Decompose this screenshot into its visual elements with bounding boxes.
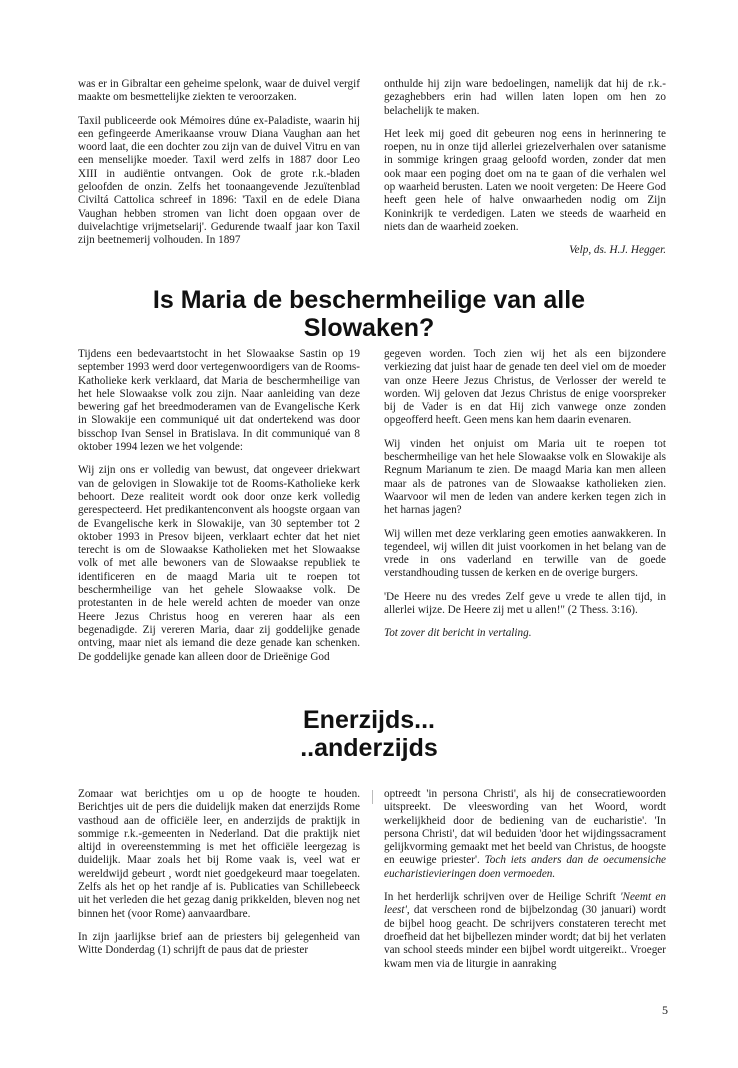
- article1-signature: Velp, ds. H.J. Hegger.: [569, 244, 666, 257]
- article3-left-column: [78, 788, 360, 958]
- article1-right-column: [384, 78, 666, 258]
- article2-right-column: [384, 348, 666, 641]
- article1-left-paragraph-2: Taxil publiceerde ook Mémoires dúne ex-Paladiste, waarin hij een gefingeerde Amerikaanse vrouw Diana Vaughan aan het woord laat, die een dochter zou zijn van de duivel Vitru en van een menselijke moeder. Taxil werd zelfs in 1887 door Leo XIII in audiëntie ontvangen. Ook de grote r.k.-bladen geloofden de onzin. Zelfs het toonaangevende Jezuïtenblad Civiltá Cattolica schreef in 1896: 'Taxil en de edele Diana Vaughan hebben stromen van licht doen opgaan over de duivelachtige vrijmetselarij'. Gedurende twaalf jaar kon Taxil zijn beetnemerij volhouden. In 1897: [78, 114, 360, 247]
- margin-mark: [372, 790, 373, 804]
- article1-right-paragraph-2: Het leek mij goed dit gebeuren nog eens in herinnering te roepen, nu in onze tijd allerlei griezelverhalen over satanisme in sommige kringen graag geloofd worden, zonder dat men ook maar een poging doet om na te gaan of die verhalen wel op waarheid berusten. Laten we nooit vergeten: De Heere God heeft geen hele of halve onwaarheden nodig om Zijn Koninkrijk te verdedigen. Laten we steeds de waarheid en niets dan de waarheid zoeken.: [384, 127, 666, 233]
- article2-closing-note: Tot zover dit bericht in vertaling.: [384, 627, 532, 640]
- article3-left-paragraph-1: Zomaar wat berichtjes om u op de hoogte te houden. Berichtjes uit de pers die duidelijk maken dat enerzijds Rome vasthoud aan de officiële leer, en anderzijds de praktijk in sommige r.k.-gemeenten in Nederland. Dat die praktijk niet altijd in overeenstemming is met het officiële leergezag is duidelijk. Maar zoals het bij Rome vaak is, veel wat er wereldwijd gebeurt , wordt niet goedgekeurd maar toegelaten. Zelfs als het op het randje af is. Publicaties van Schillebeeck uit het verleden die het gezag danig prikkelden, bleven nog net binnen het (voor Rome) aanvaardbare.: [78, 788, 360, 920]
- article3-headline-line-2: ..anderzijds: [300, 734, 438, 762]
- article2-right-paragraph-3: Wij willen met deze verklaring geen emoties aanwakkeren. In tegendeel, wij willen dit juist voorkomen in het belang van de vrede in ons vaderland en terwille van de goede verstandhouding tussen de kerken en de overige burgers.: [384, 527, 666, 580]
- article1-left-paragraph-1: was er in Gibraltar een geheime spelonk, waar de duivel vergif maakte om besmettelijke ziekten te veroorzaken.: [78, 78, 360, 104]
- article3-right-p2-text-b: , dat verscheen rond de bijbelzondag (30 januari) wordt de bijbel hoog geacht. De schrijvers constateren terecht met droefheid dat het bijbellezen minder wordt; dat bij het verlaten van school steeds minder een bijbel wordt uitgereikt.. Vroeger kwam men via de liturgie in aanraking: [384, 904, 666, 970]
- article2-headline-line-1: Is Maria de beschermheilige van alle: [152, 286, 586, 314]
- article2-headline-line-2: Slowaken?: [303, 314, 435, 342]
- article3-headline-line-1: Enerzijds...: [303, 706, 435, 734]
- article2-right-paragraph-1: gegeven worden. Toch zien wij het als een bijzondere verkiezing dat juist haar de genade ten deel viel om de moeder van onze Heere Jezus Christus, de Verlosser der wereld te worden. Wij geloven dat Jezus Christus de enige voorspreker bij de Vader is en dat Hij zich vanwege onze zonden opgeofferd heeft. Geen mens kan hem daarin evenaren.: [384, 348, 666, 427]
- article1-left-column: [78, 78, 360, 248]
- article2-left-paragraph-1: Tijdens een bedevaartstocht in het Slowaakse Sastin op 19 september 1993 werd door vertegenwoordigers van de Rooms-Katholieke kerk verklaard, dat Maria de beschermheilige van het hele Slowaakse volk zou zijn. Naar aanleiding van deze bewering gaf het breedmoderamen van de Evangelische Kerk in Slowakije een communiqué uit dat ondertekend was door bisschop Ivan Sensel in Bratislava. In dit communiqué van 8 oktober 1994 lezen we het volgende:: [78, 348, 360, 454]
- article3-right-paragraph-2: [384, 891, 666, 971]
- article2-left-paragraph-2: Wij zijn ons er volledig van bewust, dat ongeveer driekwart van de gelovigen in Slowakije tot de Rooms-Katholieke kerk behoort. Deze realiteit wordt ook door onze kerk volledig gerespecteerd. Het predikantenconvent als hoogste orgaan van de Evangelische kerk in Slowakije, van 30 september tot 2 oktober 1993 in Presov bijeen, verklaart echter dat het niet terecht is om de Slowaakse Katholieken met het Slowaakse volk of met alle bewoners van de Slowaakse republiek te identificeren en de maagd Maria uit te roepen tot beschermheilige van het gehele Slowaakse volk. De protestanten in de hele wereld achten de moeder van onze Heere Jezus Christus hoog en vereren haar als een begenadigde. Zij vereren Maria, daar zij goddelijke genade ontving, maar niet als iemand die deze genade kan schenken. De goddelijke genade kan alleen door de Drieënige God: [78, 464, 360, 663]
- article2-headline: [0, 286, 738, 342]
- article3-right-p2-text-a: In het herderlijk schrijven over de Heilige Schrift: [384, 891, 616, 904]
- article2-right-paragraph-2: Wij vinden het onjuist om Maria uit te roepen tot beschermheilige van het hele Slowaakse volk en Slowakije als Regnum Marianum te zien. De maagd Maria kan men alleen maar als de patrones van de Slowaakse katholieken zien. Waarvoor wil men de leden van andere kerken tegen zich in het harnas jagen?: [384, 437, 666, 517]
- page-number: 5: [662, 1003, 668, 1017]
- article3-right-column: [384, 788, 666, 971]
- article3-right-p1-italic: Toch iets anders dan de oecumensiche eucharistievieringen doen vermoeden.: [384, 854, 666, 880]
- article3-right-p2-italic: 'Neemt en leest': [384, 891, 666, 917]
- article2-right-quote: 'De Heere nu des vredes Zelf geve u vrede te allen tijd, in allerlei wijze. De Heere zij met u allen!" (2 Thess. 3:16).: [384, 590, 666, 617]
- article3-left-paragraph-2: In zijn jaarlijkse brief aan de priesters bij gelegenheid van Witte Donderdag (1) schrijft de paus dat de priester: [78, 930, 360, 957]
- article3-right-p1-text: optreedt 'in persona Christi', als hij de consecratiewoorden uitspreekt. De vleeswording van het Woord, wordt werkelijkheid door de bediening van de eucharistie'. 'In persona Christi', dat wil beduiden 'door het wijdingssacrament gelijkvorming gemaakt met het beeld van Christus, de hoogste en eeuwige priester'.: [384, 788, 666, 867]
- article2-left-column: [78, 348, 360, 664]
- article3-headline: [0, 706, 738, 762]
- article3-right-paragraph-1: [384, 788, 666, 881]
- article1-right-paragraph-1: onthulde hij zijn ware bedoelingen, namelijk dat hij de r.k.-gezaghebbers erin had willen laten lopen om hen zo belachelijk te maken.: [384, 78, 666, 117]
